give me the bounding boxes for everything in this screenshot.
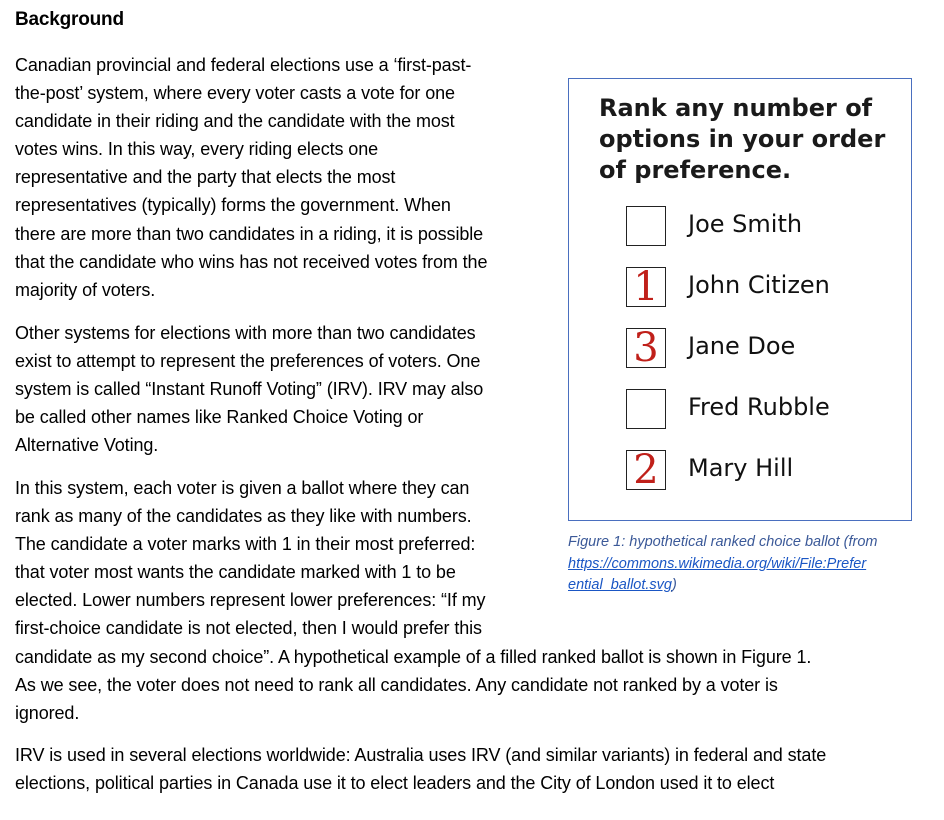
text-line: rank as many of the candidates as they like with numbers. [15,506,472,527]
candidate-name: Mary Hill [688,454,794,482]
section-heading: Background [15,9,124,30]
figure-caption [568,532,918,597]
paragraph-1 [15,51,550,304]
text-line: ignored. [15,702,80,723]
text-line: Canadian provincial and federal elections use a ‘first-past- [15,55,472,75]
text-line: that the candidate who wins has not received votes from the [15,251,488,272]
caption-text: Figure 1: hypothetical ranked choice ballot (from [568,534,878,550]
rank-box: 1 [626,267,666,307]
ballot-row-joe-smith [626,206,906,250]
text-line: there are more than two candidates in a riding, it is possible [15,223,484,244]
text-line: system is called “Instant Runoff Voting” (IRV). IRV may also [15,379,484,400]
candidate-name: Fred Rubble [688,393,830,421]
rank-box [626,389,666,429]
text-line: As we see, the voter does not need to rank all candidates. Any candidate not ranked by a voter is [15,674,778,695]
text-line: exist to attempt to represent the preferences of voters. One [15,351,481,372]
paragraph-2 [15,319,550,459]
text-line: be called other names like Ranked Choice Voting or [15,407,424,428]
text-line: Alternative Voting. [15,435,159,456]
text-line: In this system, each voter is given a ballot where they can [15,478,470,498]
text-line: representatives (typically) forms the government. When [15,195,451,216]
text-line: that voter most wants the candidate marked with 1 to be [15,562,456,583]
ballot-row-john-citizen [626,264,906,311]
rank-box [626,206,666,246]
ballot-row-mary-hill [626,447,906,494]
caption-close-paren: ) [672,577,677,593]
text-line: elected. Lower numbers represent lower preferences: “If my [15,590,486,611]
text-line: first-choice candidate is not elected, then I would prefer this [15,618,482,639]
ballot-title-line: Rank any number of [599,94,873,122]
ballot-title-line: of preference. [599,156,792,184]
candidate-name: John Citizen [688,271,830,299]
source-link[interactable]: https://commons.wikimedia.org/wiki/File:Prefer [568,555,867,572]
ballot-title [599,93,909,186]
rank-box: 3 [626,328,666,368]
text-line: The candidate a voter marks with 1 in their most preferred: [15,534,476,555]
paragraph-3 [15,474,550,643]
rank-box: 2 [626,450,666,490]
text-line: elections, political parties in Canada use it to elect leaders and the City of London used it to elect [15,773,775,794]
candidate-name: Jane Doe [688,332,796,360]
text-line: candidate in their riding and the candidate with the most [15,111,455,132]
ballot-figure [568,78,912,521]
text-line: candidate as my second choice”. A hypothetical example of a filled ranked ballot is shown in Figure 1. [15,646,812,667]
text-line: representative and the party that elects the most [15,167,396,188]
ballot-row-fred-rubble [626,389,906,433]
candidate-name: Joe Smith [688,210,803,238]
ballot-title-line: options in your order [599,125,886,153]
source-link-continued[interactable]: ential_ballot.svg [568,577,672,593]
paragraph-4 [15,741,930,797]
text-line: the-post’ system, where every voter casts a vote for one [15,83,455,104]
ballot-row-jane-doe [626,325,906,372]
text-line: Other systems for elections with more than two candidates [15,323,476,343]
paragraph-3-continued [15,643,930,727]
text-line: IRV is used in several elections worldwide: Australia uses IRV (and similar variants) in federal and state [15,745,827,765]
text-line: majority of voters. [15,279,156,300]
text-line: votes wins. In this way, every riding elects one [15,139,379,160]
